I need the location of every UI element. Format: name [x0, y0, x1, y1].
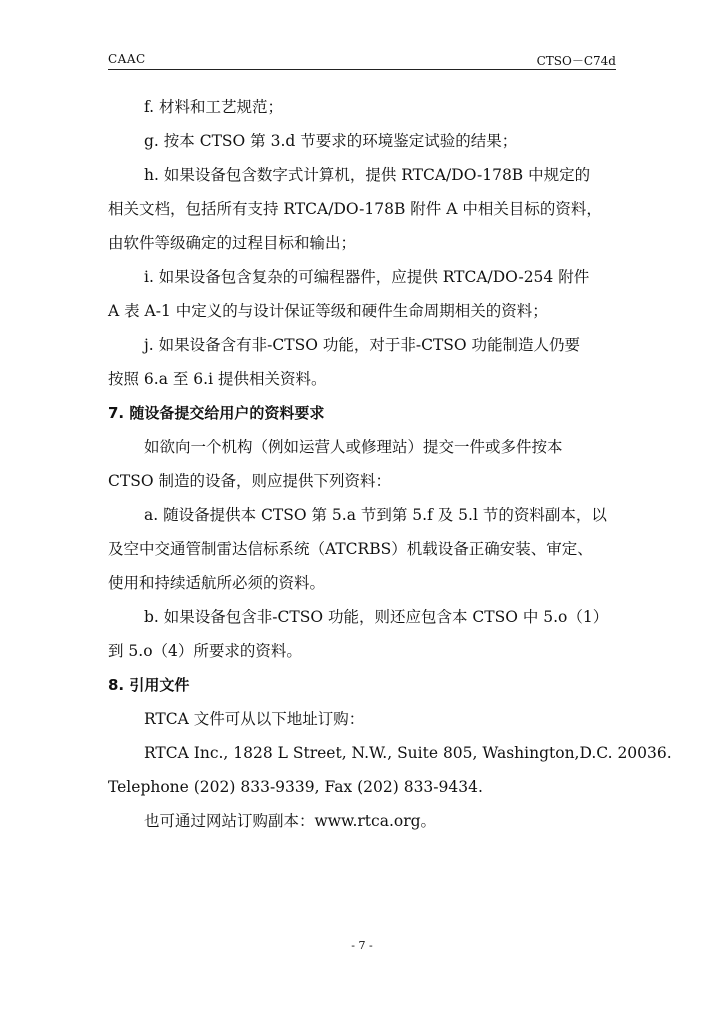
header-org: CAAC: [108, 52, 146, 66]
text-line: 相关文档，包括所有支持 RTCA/DO-178B 附件 A 中相关目标的资料，: [108, 200, 602, 218]
header-rule: [108, 69, 616, 70]
text-line: 到 5.o（4）所要求的资料。: [108, 642, 302, 660]
section-heading: 7. 随设备提交给用户的资料要求: [108, 404, 325, 422]
text-line: A 表 A-1 中定义的与设计保证等级和硬件生命周期相关的资料；: [108, 302, 548, 320]
text-line: 由软件等级确定的过程目标和输出；: [108, 234, 357, 252]
page-number: - 7 -: [351, 939, 373, 952]
text-line: 使用和持续适航所必须的资料。: [108, 574, 326, 592]
text-line: 如欲向一个机构（例如运营人或修理站）提交一件或多件按本: [144, 438, 563, 456]
text-line: a. 随设备提供本 CTSO 第 5.a 节到第 5.f 及 5.l 节的资料副本，以: [144, 506, 607, 524]
text-line: RTCA 文件可从以下地址订购：: [144, 710, 365, 728]
text-line: Telephone (202) 833-9339, Fax (202) 833-9434.: [108, 778, 483, 796]
text-line: i. 如果设备包含复杂的可编程器件，应提供 RTCA/DO-254 附件: [144, 268, 590, 286]
text-line: h. 如果设备包含数字式计算机，提供 RTCA/DO-178B 中规定的: [144, 166, 591, 184]
document-body: [108, 90, 672, 838]
text-line: RTCA Inc., 1828 L Street, N.W., Suite 805, Washington,D.C. 20036.: [144, 744, 672, 762]
text-line: 及空中交通管制雷达信标系统（ATCRBS）机载设备正确安装、审定、: [108, 540, 593, 558]
text-line: f. 材料和工艺规范；: [144, 98, 284, 116]
text-line: g. 按本 CTSO 第 3.d 节要求的环境鉴定试验的结果；: [144, 132, 518, 150]
text-line: j. 如果设备含有非-CTSO 功能，对于非-CTSO 功能制造人仍要: [144, 336, 581, 354]
text-line: CTSO 制造的设备，则应提供下列资料：: [108, 472, 391, 490]
page-header: [108, 52, 616, 70]
text-line: 也可通过网站订购副本：www.rtca.org。: [144, 812, 437, 830]
text-line: 按照 6.a 至 6.i 提供相关资料。: [108, 370, 327, 388]
header-doc-id: CTSO－C74d: [536, 54, 616, 68]
text-line: b. 如果设备包含非-CTSO 功能，则还应包含本 CTSO 中 5.o（1）: [144, 608, 609, 626]
section-heading: 8. 引用文件: [108, 676, 190, 694]
